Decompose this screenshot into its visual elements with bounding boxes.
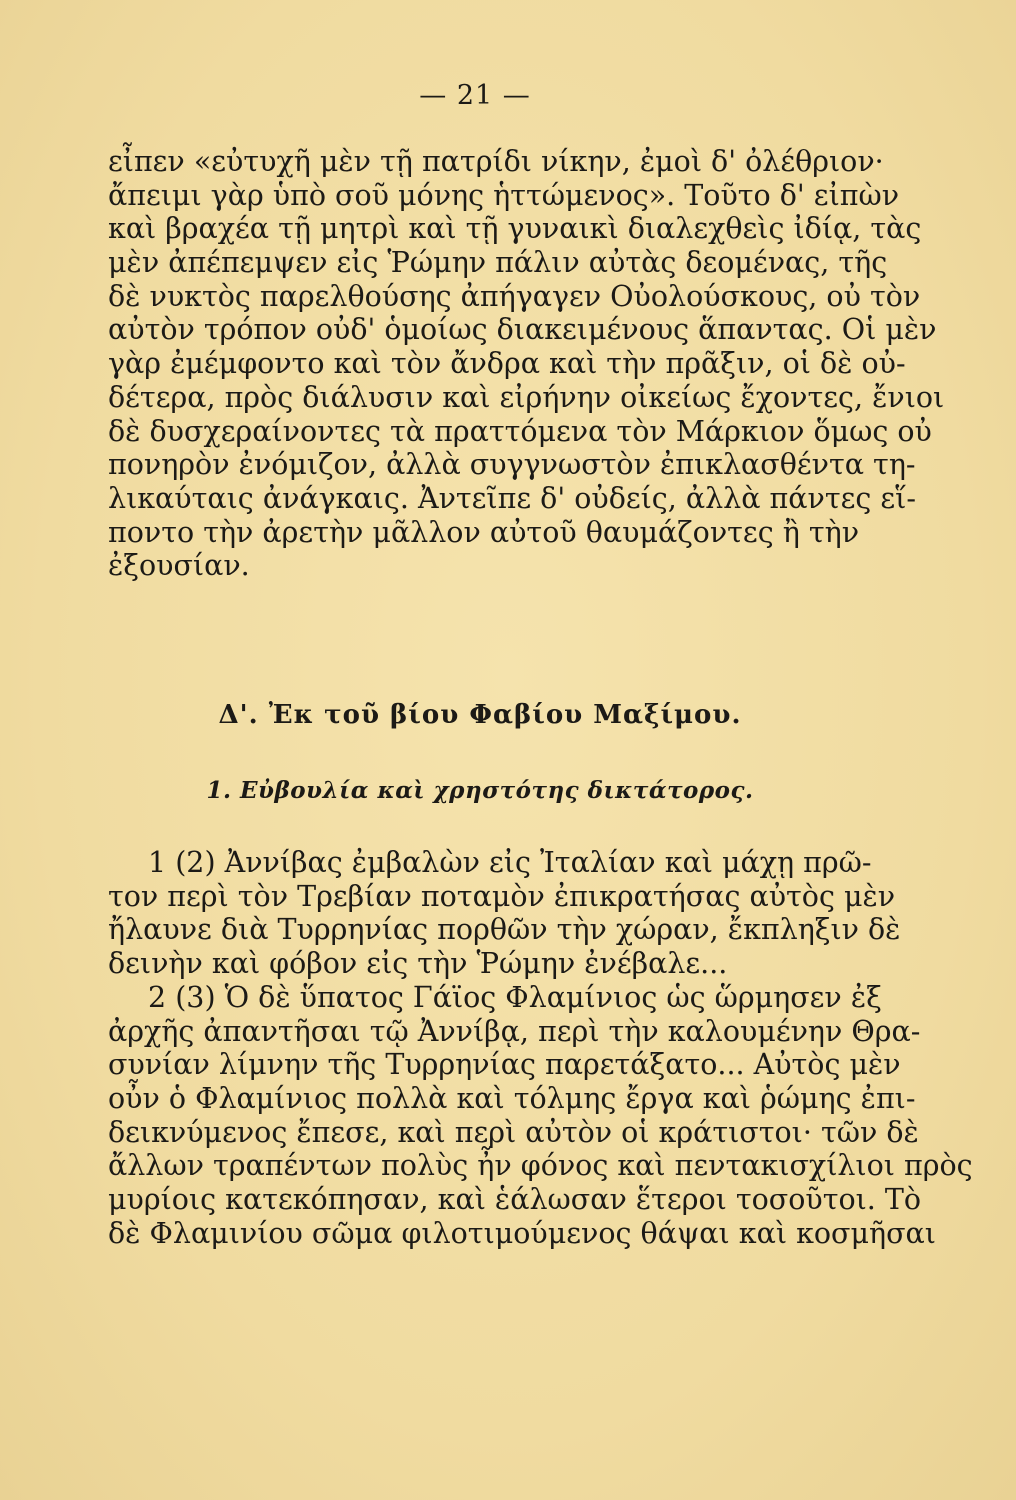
text-line: μυρίοις κατεκόπησαν, καὶ ἑάλωσαν ἕτεροι τοσοῦτοι. Τὸ xyxy=(108,1183,922,1217)
text-line: ἤλαυνε διὰ Τυρρηνίας πορθῶν τὴν χώραν, ἔκπληξιν δὲ xyxy=(108,913,901,947)
text-line: τον περὶ τὸν Τρεβίαν ποταμὸν ἐπικρατήσας αὐτὸς μὲν xyxy=(108,879,896,913)
section-heading: Δ'. Ἐκ τοῦ βίου Φαβίου Μαξίμου. xyxy=(218,700,742,730)
text-line: ἀρχῆς ἀπαντῆσαι τῷ Ἀννίβᾳ, περὶ τὴν καλουμένην Θρα- xyxy=(108,1014,921,1048)
paragraph-flaminius-battle xyxy=(108,981,973,1251)
text-line: ἄπειμι γὰρ ὑπὸ σοῦ μόνης ἡττώμενος». Τοῦτο δ' εἰπὼν xyxy=(108,178,900,212)
text-line: δεινὴν καὶ φόβον εἰς τὴν Ῥώμην ἐνέβαλε... xyxy=(108,947,728,981)
text-line: ἄλλων τραπέντων πολὺς ἦν φόνος καὶ πεντακισχίλιοι πρὸς xyxy=(108,1149,973,1183)
text-line: δὲ νυκτὸς παρελθούσης ἀπήγαγεν Οὐολούσκους, οὐ τὸν xyxy=(108,279,921,313)
text-line: πονηρὸν ἐνόμιζον, ἀλλὰ συγγνωστὸν ἐπικλασθέντα τη- xyxy=(108,448,916,482)
text-line: δὲ δυσχεραίνοντες τὰ πραττόμενα τὸν Μάρκιον ὅμως οὐ xyxy=(108,414,932,448)
text-line: ποντο τὴν ἀρετὴν μᾶλλον αὐτοῦ θαυμάζοντες ἢ τὴν xyxy=(108,515,860,549)
text-line: 2 (3) Ὁ δὲ ὕπατος Γάϊος Φλαμίνιος ὡς ὥρμησεν ἐξ xyxy=(148,981,882,1014)
text-line: συνίαν λίμνην τῆς Τυρρηνίας παρετάξατο... Αὐτὸς μὲν xyxy=(108,1048,901,1082)
text-line: δέτερα, πρὸς διάλυσιν καὶ εἰρήνην οἰκείως ἔχοντες, ἔνιοι xyxy=(108,380,945,414)
text-line: λικαύταις ἀνάγκαις. Ἀντεῖπε δ' οὐδείς, ἀλλὰ πάντες εἵ- xyxy=(108,481,916,515)
text-line: γὰρ ἐμέμφοντο καὶ τὸν ἄνδρα καὶ τὴν πρᾶξιν, οἱ δὲ οὐ- xyxy=(108,347,906,381)
text-line: δεικνύμενος ἔπεσε, καὶ περὶ αὐτὸν οἱ κράτιστοι· τῶν δὲ xyxy=(108,1115,919,1149)
text-line: εἶπεν «εὐτυχῆ μὲν τῇ πατρίδι νίκην, ἐμοὶ δ' ὀλέθριον· xyxy=(108,145,884,178)
text-line: 1 (2) Ἀννίβας ἐμβαλὼν εἰς Ἰταλίαν καὶ μάχῃ πρῶ- xyxy=(148,846,872,879)
page-number: — 21 — xyxy=(419,80,531,111)
text-line: δὲ Φλαμινίου σῶμα φιλοτιμούμενος θάψαι καὶ κοσμῆσαι xyxy=(108,1216,936,1250)
text-line: καὶ βραχέα τῇ μητρὶ καὶ τῇ γυναικὶ διαλεχθεὶς ἰδίᾳ, τὰς xyxy=(108,212,922,246)
text-line: ἐξουσίαν. xyxy=(108,549,250,583)
paragraph-hannibal-invasion xyxy=(108,846,901,981)
text-line: οὖν ὁ Φλαμίνιος πολλὰ καὶ τόλμης ἔργα καὶ ῥώμης ἐπι- xyxy=(108,1082,916,1116)
text-line: αὐτὸν τρόπον οὐδ' ὁμοίως διακειμένους ἅπαντας. Οἱ μὲν xyxy=(108,313,937,347)
text-line: μὲν ἀπέπεμψεν εἰς Ῥώμην πάλιν αὐτὰς δεομένας, τῆς xyxy=(108,246,888,280)
subsection-heading: 1. Εὐβουλία καὶ χρηστότης δικτάτορος. xyxy=(206,777,754,804)
paragraph-coriolanus-ending xyxy=(108,145,945,583)
